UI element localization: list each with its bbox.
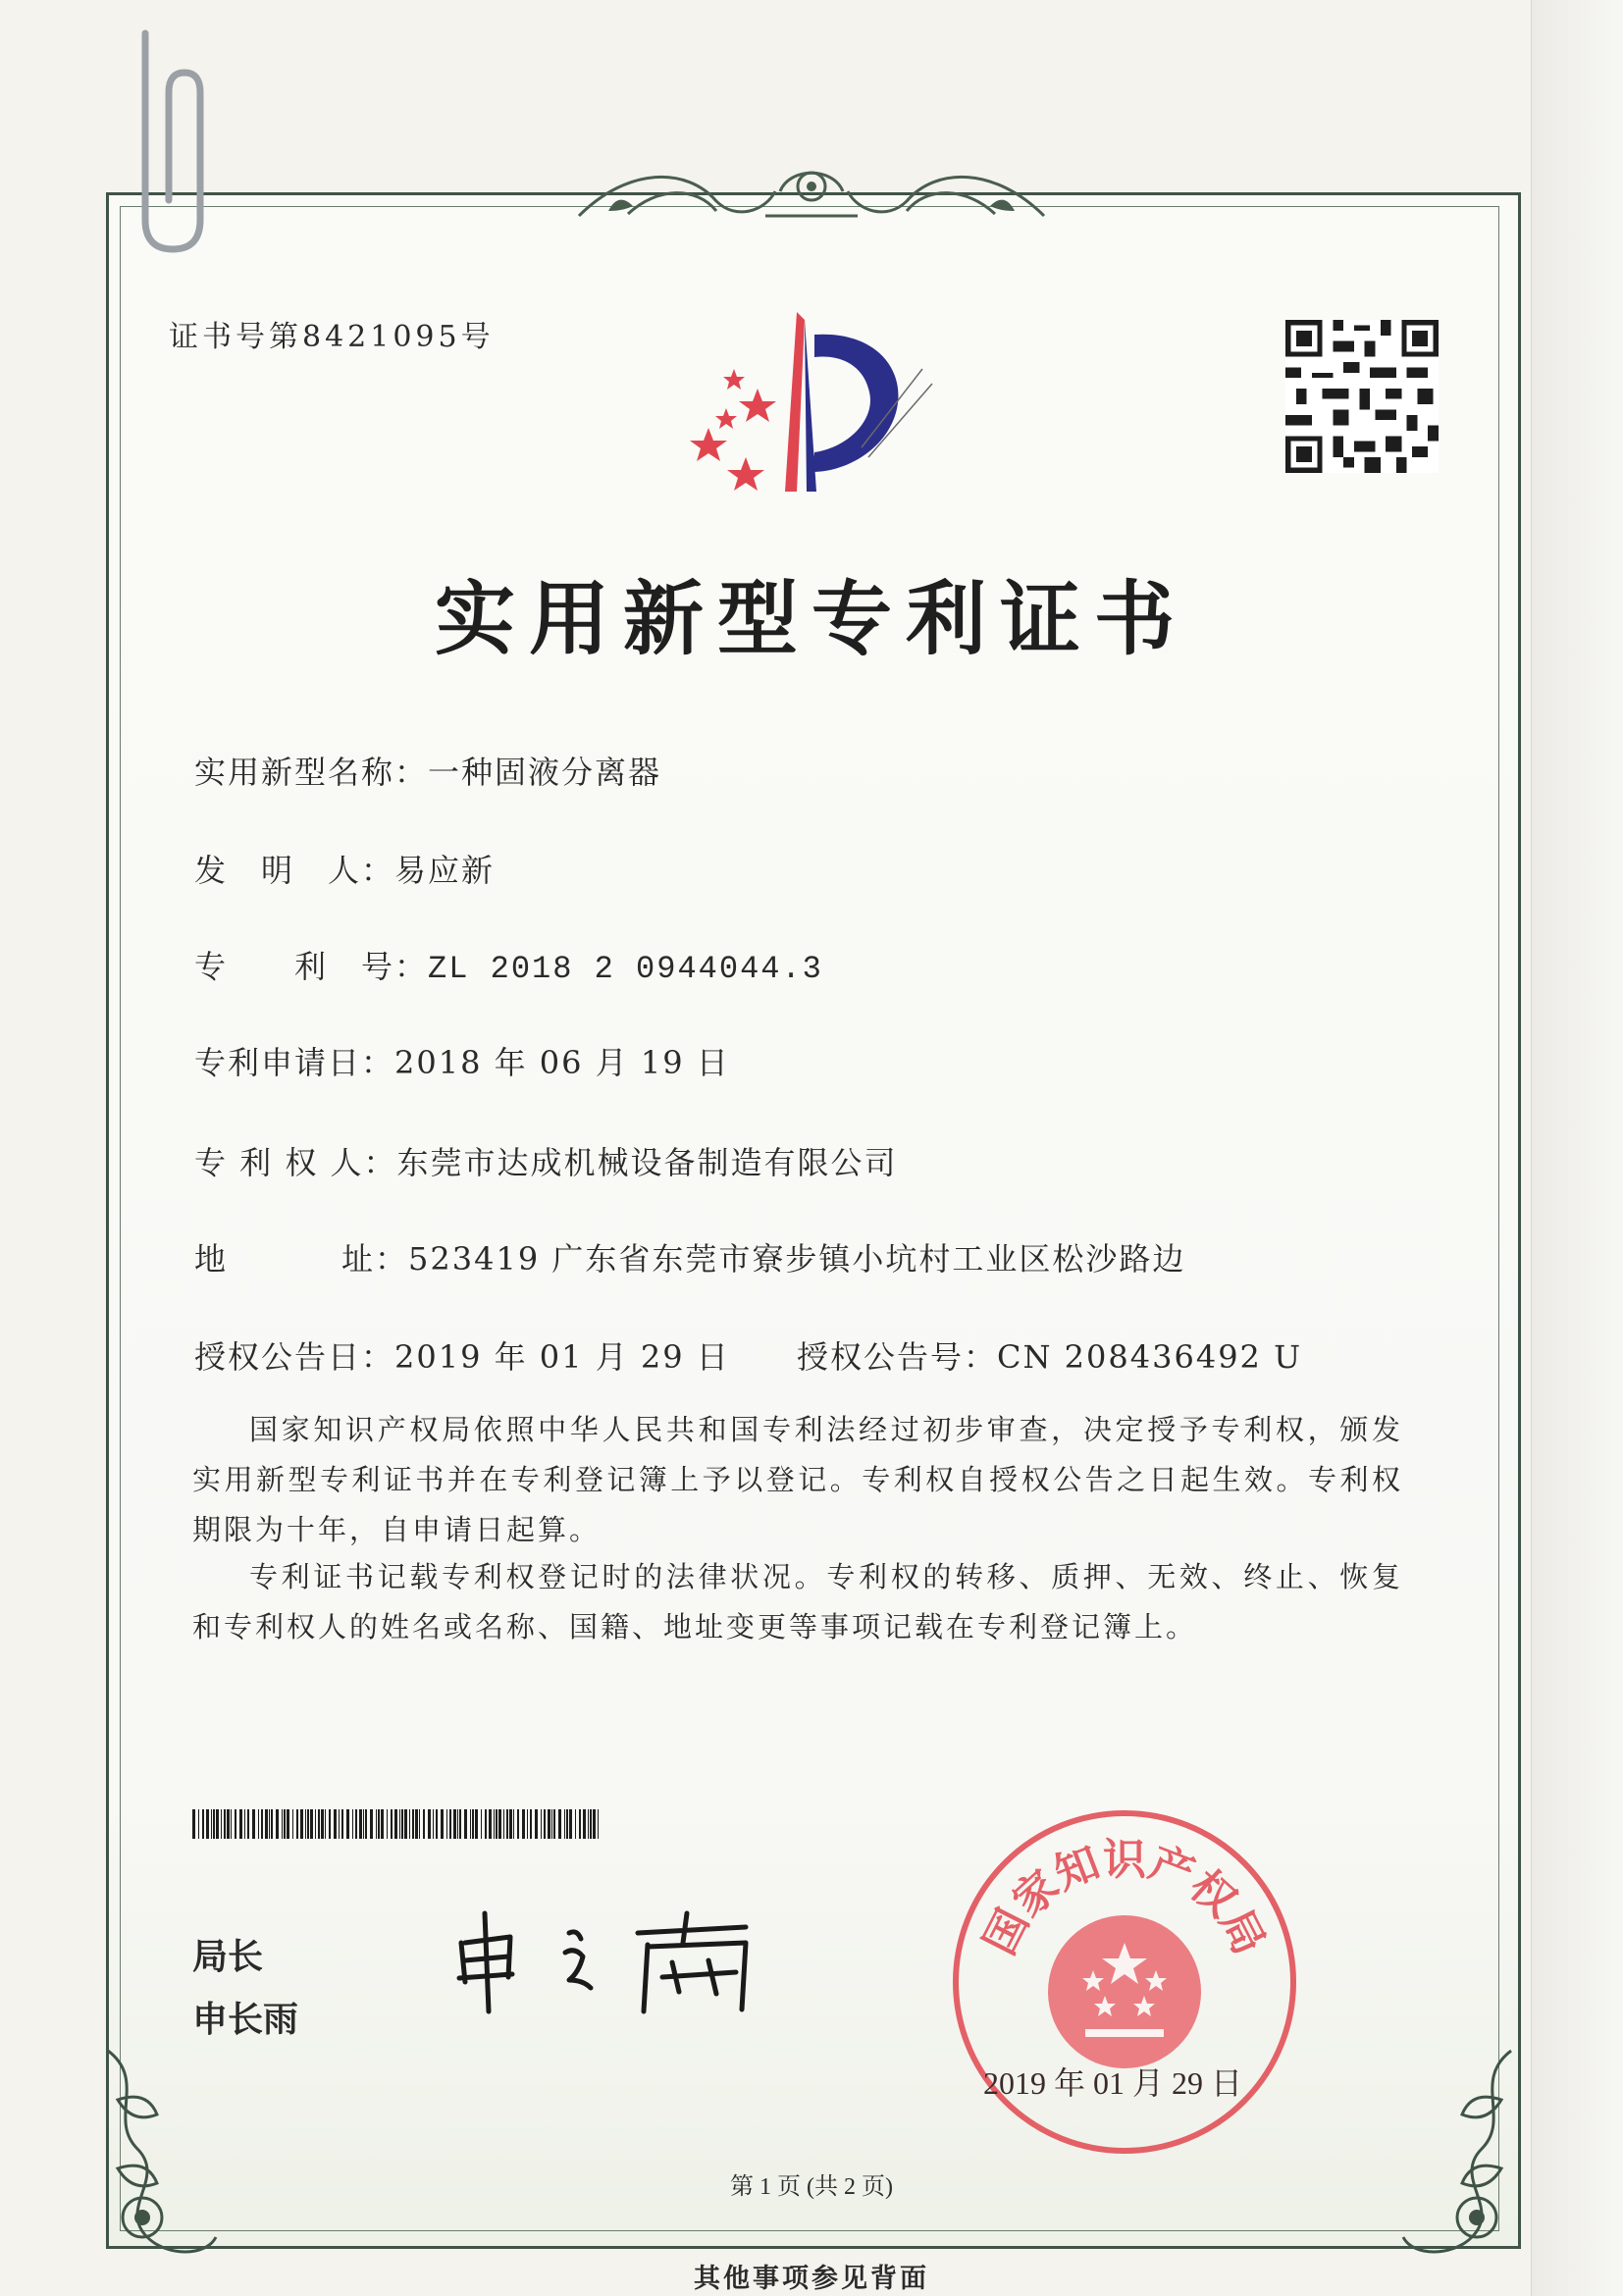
barcode-bar xyxy=(305,1809,306,1839)
barcode-bar xyxy=(287,1809,289,1839)
barcode-bar xyxy=(265,1809,268,1839)
barcode-bar xyxy=(564,1809,565,1839)
barcode-bar xyxy=(271,1809,273,1839)
barcode-bar xyxy=(339,1809,340,1839)
barcode-bar xyxy=(449,1809,451,1839)
barcode-bar xyxy=(409,1809,410,1839)
patentee-label: 专 利 权 人： xyxy=(194,1144,397,1181)
barcode-bar xyxy=(412,1809,414,1839)
barcode-bar xyxy=(530,1809,532,1839)
barcode-bar xyxy=(506,1809,508,1839)
barcode-bar xyxy=(231,1809,232,1839)
barcode-bar xyxy=(318,1809,320,1839)
barcode-bar xyxy=(307,1809,309,1839)
body-paragraph-2 xyxy=(192,1552,1403,1652)
barcode-bar xyxy=(376,1809,377,1839)
barcode-bar xyxy=(235,1809,236,1839)
barcode-bar xyxy=(261,1809,263,1839)
barcode-bar xyxy=(579,1809,581,1839)
body-paragraph-2-text: 专利证书记载专利权登记时的法律状况。专利权的转移、质押、无效、终止、恢复和专利权人的姓名或名称、国籍、地址变更等事项记载在专利登记簿上。 xyxy=(192,1560,1403,1644)
barcode-bar xyxy=(329,1809,331,1839)
barcode-bar xyxy=(453,1809,456,1839)
certificate-title: 实用新型专利证书 xyxy=(434,572,1188,666)
barcode-bar xyxy=(419,1809,420,1839)
barcode-bar xyxy=(399,1809,400,1839)
field-grant-date xyxy=(194,1332,730,1378)
address-label-left: 地 xyxy=(194,1240,229,1278)
address-label-right: 址： xyxy=(341,1240,409,1278)
barcode-bar xyxy=(566,1809,568,1839)
barcode-bar xyxy=(590,1809,592,1839)
barcode-bar xyxy=(598,1809,599,1839)
bottom-right-ornament-icon xyxy=(1393,2041,1531,2267)
barcode-bar xyxy=(394,1809,397,1839)
field-filing-date xyxy=(194,1038,730,1083)
barcode-bar xyxy=(213,1809,215,1839)
barcode-bar xyxy=(282,1809,283,1839)
barcode-bar xyxy=(404,1809,407,1839)
barcode-bar xyxy=(252,1809,255,1839)
barcode-bar xyxy=(381,1809,384,1839)
barcode-bar xyxy=(558,1809,561,1839)
barcode-bar xyxy=(325,1809,326,1839)
bottom-left-ornament-icon xyxy=(88,2041,226,2267)
barcode-bar xyxy=(206,1809,209,1839)
barcode-bar xyxy=(423,1809,425,1839)
barcode-bar xyxy=(321,1809,324,1839)
barcode-bar xyxy=(433,1809,434,1839)
barcode-bar xyxy=(198,1809,199,1839)
patent-no-value: ZL 2018 2 0944044.3 xyxy=(428,951,823,987)
barcode-bar xyxy=(296,1809,298,1839)
barcode-bar xyxy=(276,1809,279,1839)
grant-no-value: CN 208436492 U xyxy=(997,1338,1303,1376)
barcode-bar xyxy=(239,1809,242,1839)
barcode-bar xyxy=(436,1809,438,1839)
patentee-value: 东莞市达成机械设备制造有限公司 xyxy=(396,1144,898,1181)
barcode-bar xyxy=(211,1809,212,1839)
barcode-bar xyxy=(575,1809,576,1839)
barcode-bar xyxy=(475,1809,478,1839)
barcode-bar xyxy=(496,1809,497,1839)
barcode-bar xyxy=(588,1809,589,1839)
qr-code-icon xyxy=(1285,320,1439,473)
barcode-bar xyxy=(415,1809,418,1839)
field-address xyxy=(194,1234,1185,1279)
field-patent-no xyxy=(194,942,823,987)
barcode-bar xyxy=(553,1809,555,1839)
barcode-bar xyxy=(517,1809,519,1839)
barcode-bar xyxy=(365,1809,367,1839)
director-name: 申长雨 xyxy=(192,2000,299,2040)
page-indicator: 第 1 页 (共 2 页) xyxy=(730,2174,893,2200)
barcode-bar xyxy=(522,1809,525,1839)
barcode-bar xyxy=(503,1809,504,1839)
barcode-bar xyxy=(544,1809,546,1839)
top-ornament-icon xyxy=(569,157,1054,235)
body-paragraph-1-text: 国家知识产权局依照中华人民共和国专利法经过初步审查，决定授予专利权，颁发实用新型专利证书并在专利登记簿上予以登记。专利权自授权公告之日起生效。专利权期限为十年，自申请日起算。 xyxy=(192,1413,1403,1546)
inventor-value: 易应新 xyxy=(394,852,496,889)
barcode-bar xyxy=(315,1809,316,1839)
page-edge-shadow xyxy=(1531,0,1623,2296)
model-name-label: 实用新型名称： xyxy=(194,754,429,791)
barcode-bar xyxy=(441,1809,444,1839)
seal-date: 2019 年 01 月 29 日 xyxy=(983,2065,1243,2101)
barcode-bar xyxy=(464,1809,467,1839)
barcode-bar xyxy=(527,1809,528,1839)
inventor-label: 发 明 人： xyxy=(194,852,395,889)
barcode-bar xyxy=(224,1809,226,1839)
barcode-bar xyxy=(300,1809,303,1839)
field-grant-no xyxy=(797,1332,1302,1378)
barcode-bar xyxy=(428,1809,431,1839)
barcode-bar xyxy=(292,1809,293,1839)
barcode-bar xyxy=(370,1809,373,1839)
barcode-bar xyxy=(258,1809,259,1839)
barcode-bar xyxy=(551,1809,552,1839)
barcode-bar xyxy=(341,1809,343,1839)
barcode-bar xyxy=(387,1809,388,1839)
barcode-bar xyxy=(569,1809,572,1839)
barcode-bar xyxy=(494,1809,495,1839)
grant-no-label: 授权公告号： xyxy=(797,1338,998,1376)
body-paragraph-1 xyxy=(192,1405,1403,1555)
barcode-bar xyxy=(216,1809,219,1839)
barcode-bar xyxy=(541,1809,542,1839)
barcode-bar xyxy=(352,1809,353,1839)
cnipa-emblem-icon xyxy=(687,310,942,506)
footer-note: 其他事项参见背面 xyxy=(694,2264,929,2294)
seal-text: 国家知识产权局 xyxy=(974,1835,1275,1963)
official-seal-icon xyxy=(948,1805,1301,2159)
barcode-bar xyxy=(401,1809,403,1839)
barcode-bar xyxy=(498,1809,501,1839)
director-title: 局长 xyxy=(192,1937,264,1977)
barcode-bar xyxy=(459,1809,461,1839)
barcode-bar xyxy=(509,1809,512,1839)
barcode-bar xyxy=(457,1809,458,1839)
barcode-bar xyxy=(244,1809,245,1839)
barcode-bar xyxy=(202,1809,204,1839)
address-value: 523419 广东省东莞市寮步镇小坑村工业区松沙路边 xyxy=(408,1240,1186,1278)
barcode-bar xyxy=(513,1809,514,1839)
filing-date-label: 专利申请日： xyxy=(194,1044,395,1081)
barcode-bar xyxy=(470,1809,471,1839)
barcode-bar xyxy=(481,1809,482,1839)
barcode-bar xyxy=(535,1809,538,1839)
barcode-bar xyxy=(378,1809,380,1839)
director-signature-icon xyxy=(451,1904,805,2021)
barcode-bar xyxy=(192,1809,195,1839)
paper-clip-icon xyxy=(126,24,214,259)
field-model-name xyxy=(194,748,661,793)
patent-no-label: 专 利 号： xyxy=(194,948,429,985)
barcode-bar xyxy=(269,1809,270,1839)
filing-date-value: 2018 年 06 月 19 日 xyxy=(394,1044,730,1081)
barcode-bar xyxy=(227,1809,230,1839)
barcode-bar xyxy=(310,1809,313,1839)
barcode-bar xyxy=(284,1809,286,1839)
barcode-bar xyxy=(359,1809,362,1839)
barcode-bar xyxy=(583,1809,586,1839)
barcode-bar xyxy=(489,1809,492,1839)
barcode-bar xyxy=(593,1809,596,1839)
barcode-icon xyxy=(192,1809,599,1839)
barcode-bar xyxy=(355,1809,357,1839)
barcode-bar xyxy=(363,1809,364,1839)
barcode-bar xyxy=(221,1809,222,1839)
field-patentee xyxy=(194,1138,898,1183)
barcode-bar xyxy=(548,1809,550,1839)
barcode-bar xyxy=(247,1809,249,1839)
barcode-bar xyxy=(334,1809,337,1839)
grant-date-value: 2019 年 01 月 29 日 xyxy=(394,1338,730,1376)
barcode-bar xyxy=(391,1809,393,1839)
barcode-bar xyxy=(472,1809,474,1839)
field-inventor xyxy=(194,846,495,891)
barcode-bar xyxy=(346,1809,349,1839)
model-name-value: 一种固液分离器 xyxy=(428,754,662,791)
barcode-bar xyxy=(446,1809,447,1839)
barcode-bar xyxy=(485,1809,487,1839)
certificate-number: 证书号第8421095号 xyxy=(169,320,495,354)
grant-date-label: 授权公告日： xyxy=(194,1338,395,1376)
